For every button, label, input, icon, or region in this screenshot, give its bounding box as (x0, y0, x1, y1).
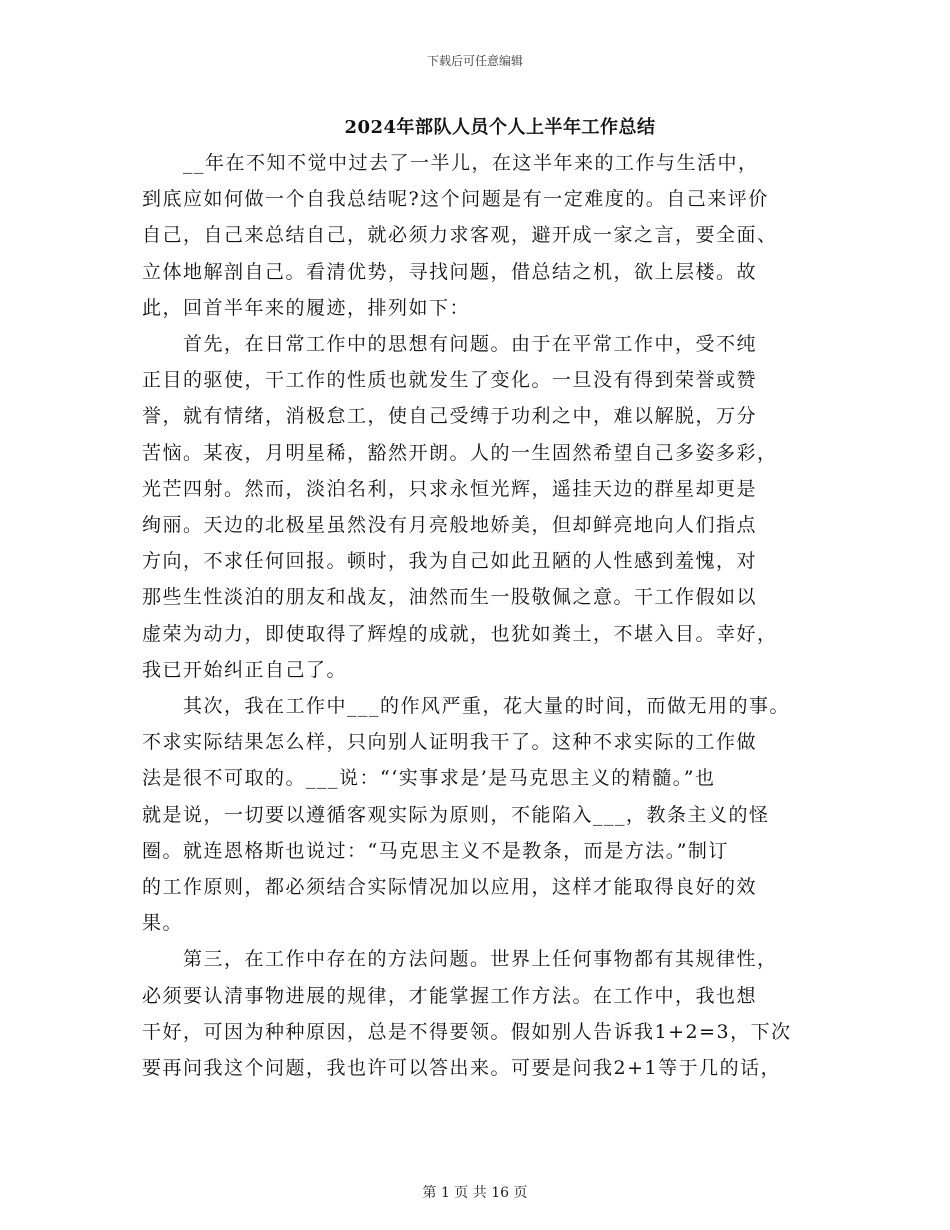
body-line: 圈。就连恩格斯也说过：“马克思主义不是教条，而是方法。”制订 (142, 839, 729, 862)
page-footer: 第 1 页 共 16 页 (422, 1185, 528, 1201)
body-line: 法是很不可取的。___说：“‘实事求是’是马克思主义的精髓。”也 (142, 767, 716, 790)
body-line: 自己，自己来总结自己，就必须力求客观，避开成一家之言，要全面、 (142, 224, 778, 247)
header-note: 下载后可任意编辑 (426, 54, 523, 68)
body-line: 方向，不求任何回报。顿时，我为自己如此丑陋的人性感到羞愧，对 (142, 550, 758, 573)
body-line: 不求实际结果怎么样，只向别人证明我干了。这种不求实际的工作做 (142, 731, 758, 754)
body-line: 那些生性淡泊的朋友和战友，油然而生一股敬佩之意。干工作假如以 (142, 586, 758, 609)
body-line: 其次，我在工作中___的作风严重，花大量的时间，而做无用的事。 (142, 695, 791, 717)
body-line: 我已开始纠正自己了。 (142, 658, 348, 681)
body-line: 光芒四射。然而，淡泊名利，只求永恒光辉，遥挂天边的群星却更是 (142, 477, 758, 500)
body-line: 绚丽。天边的北极星虽然没有月亮般地娇美，但却鲜亮地向人们指点 (142, 514, 758, 536)
body-line: 正目的驱使，干工作的性质也就发生了变化。一旦没有得到荣誉或赞 (142, 369, 758, 392)
body-line: __年在不知不觉中过去了一半儿，在这半年来的工作与生活中， (142, 152, 759, 174)
body-line: 到底应如何做一个自我总结呢?这个问题是有一定难度的。自己来评价 (142, 188, 769, 211)
body-line: 的工作原则，都必须结合实际情况加以应用，这样才能取得良好的效 (142, 876, 758, 898)
body-line: 立体地解剖自己。看清优势，寻找问题，借总结之机，欲上层楼。故 (142, 260, 758, 283)
body-line: 虚荣为动力，即使取得了辉煌的成就，也犹如粪土，不堪入目。幸好， (142, 622, 778, 645)
body-line: 要再问我这个问题，我也许可以答出来。可要是问我2+1等于几的话， (142, 1057, 782, 1079)
body-line: 果。 (142, 912, 184, 935)
document-title: 2024年部队人员个人上半年工作总结 (344, 117, 656, 138)
body-line: 就是说，一切要以遵循客观实际为原则，不能陷入___，教条主义的怪 (142, 803, 770, 826)
body-line: 苦恼。某夜，月明星稀，豁然开朗。人的一生固然希望自己多姿多彩， (142, 441, 778, 464)
body-line: 誉，就有情绪，消极怠工，使自己受缚于功利之中，难以解脱，万分 (142, 405, 758, 428)
body-line: 首先，在日常工作中的思想有问题。由于在平常工作中，受不纯 (142, 333, 758, 355)
body-line: 第三，在工作中存在的方法问题。世界上任何事物都有其规律性， (142, 948, 778, 971)
body-line: 必须要认清事物进展的规律，才能掌握工作方法。在工作中，我也想 (142, 984, 758, 1007)
body-line: 此，回首半年来的履迹，排列如下： (142, 296, 471, 319)
body-line: 干好，可因为种种原因，总是不得要领。假如别人告诉我1+2=3，下次 (142, 1020, 792, 1043)
